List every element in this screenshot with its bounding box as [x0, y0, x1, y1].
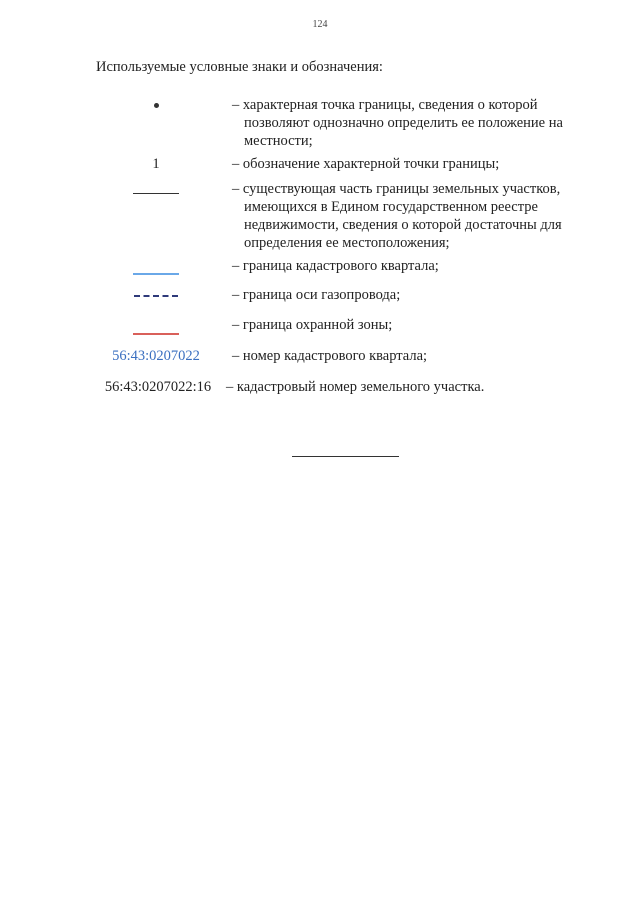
black-line-icon: [133, 193, 179, 194]
legend-desc-line: позволяют однозначно определить ее положение на: [244, 115, 563, 131]
red-line-icon: [133, 333, 179, 335]
page-number: 124: [312, 19, 328, 30]
legend-heading: Используемые условные знаки и обозначения:: [96, 59, 383, 75]
legend-desc-line: имеющихся в Едином государственном реестре: [244, 199, 538, 215]
point-dot-icon: [154, 103, 159, 108]
legend-symbol-text: 56:43:0207022:16: [104, 378, 212, 395]
legend-desc-line: – существующая часть границы земельных участков,: [232, 181, 561, 197]
legend-description: [232, 316, 586, 334]
closing-rule: [292, 456, 399, 457]
legend-description: [232, 180, 586, 252]
legend-desc-line: – номер кадастрового квартала;: [232, 348, 428, 364]
legend-desc-line: определения ее местоположения;: [244, 235, 450, 251]
dashed-line-icon: [134, 295, 178, 297]
legend-symbol-blue-line: [90, 257, 222, 285]
legend-desc-line: – граница оси газопровода;: [232, 287, 401, 303]
legend-description: [232, 96, 586, 150]
legend-description: [226, 378, 580, 396]
legend-symbol-black-line: [90, 180, 222, 206]
legend-symbol-dot: [90, 96, 222, 114]
legend-symbol-blue-text: 56:43:0207022: [112, 347, 200, 364]
legend-desc-line: – граница кадастрового квартала;: [232, 258, 439, 274]
legend-desc-line: – кадастровый номер земельного участка.: [226, 379, 485, 395]
legend-symbol-dashed-line: [90, 286, 222, 306]
legend-description: [232, 286, 586, 304]
legend-symbol-red-line: [90, 316, 222, 344]
legend-description: [232, 155, 586, 173]
legend-desc-line: местности;: [244, 133, 313, 149]
legend-desc-line: – характерная точка границы, сведения о которой: [232, 97, 538, 113]
legend-symbol-text: 1: [152, 155, 160, 172]
legend-description: [232, 257, 586, 275]
legend-desc-line: – обозначение характерной точки границы;: [232, 156, 500, 172]
legend-desc-line: – граница охранной зоны;: [232, 317, 393, 333]
legend-description: [232, 347, 586, 365]
legend-desc-line: недвижимости, сведения о которой достаточны для: [244, 217, 562, 233]
blue-line-icon: [133, 273, 179, 275]
